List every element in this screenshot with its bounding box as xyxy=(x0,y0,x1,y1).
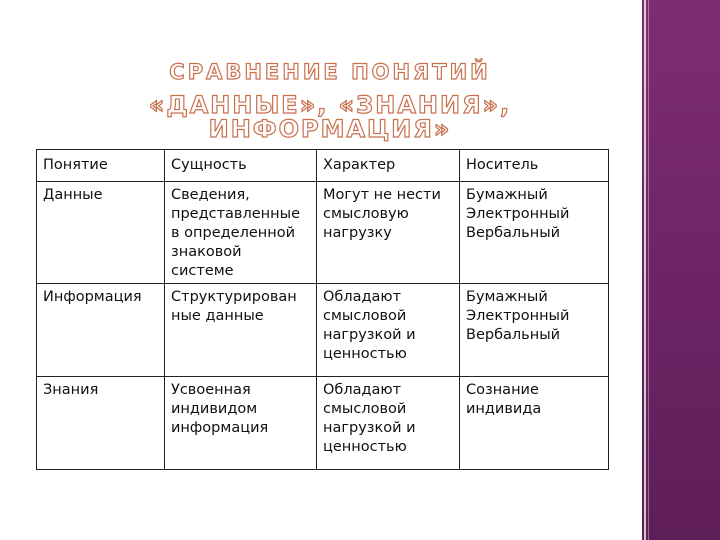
cell-essence: Структурирован ные данные xyxy=(165,284,317,377)
cell-character: Могут не нести смысловую нагрузку xyxy=(317,182,460,284)
table-header-row xyxy=(37,150,609,182)
slide-title-line-2: «ДАННЫЕ», «ЗНАНИЯ», ИНФОРМАЦИЯ» xyxy=(148,91,512,143)
header-carrier: Носитель xyxy=(460,150,609,182)
cell-concept: Данные xyxy=(37,182,165,284)
cell-carrier: Сознание индивида xyxy=(460,377,609,470)
header-concept: Понятие xyxy=(37,150,165,182)
slide-title xyxy=(30,62,630,141)
header-essence: Сущность xyxy=(165,150,317,182)
table-row xyxy=(37,377,609,470)
cell-concept: Знания xyxy=(37,377,165,470)
comparison-table xyxy=(36,149,609,470)
decorative-side-panel xyxy=(642,0,720,540)
header-character: Характер xyxy=(317,150,460,182)
cell-carrier: Бумажный Электронный Вербальный xyxy=(460,284,609,377)
cell-character: Обладают смысловой нагрузкой и ценностью xyxy=(317,284,460,377)
cell-essence: Усвоенная индивидом информация xyxy=(165,377,317,470)
cell-character: Обладают смысловой нагрузкой и ценностью xyxy=(317,377,460,470)
cell-essence: Сведения, представленные в определенной знаковой системе xyxy=(165,182,317,284)
table-row xyxy=(37,284,609,377)
table-row xyxy=(37,182,609,284)
cell-carrier: Бумажный Электронный Вербальный xyxy=(460,182,609,284)
slide-title-line-1: СРАВНЕНИЕ ПОНЯТИЙ xyxy=(169,60,491,84)
cell-concept: Информация xyxy=(37,284,165,377)
